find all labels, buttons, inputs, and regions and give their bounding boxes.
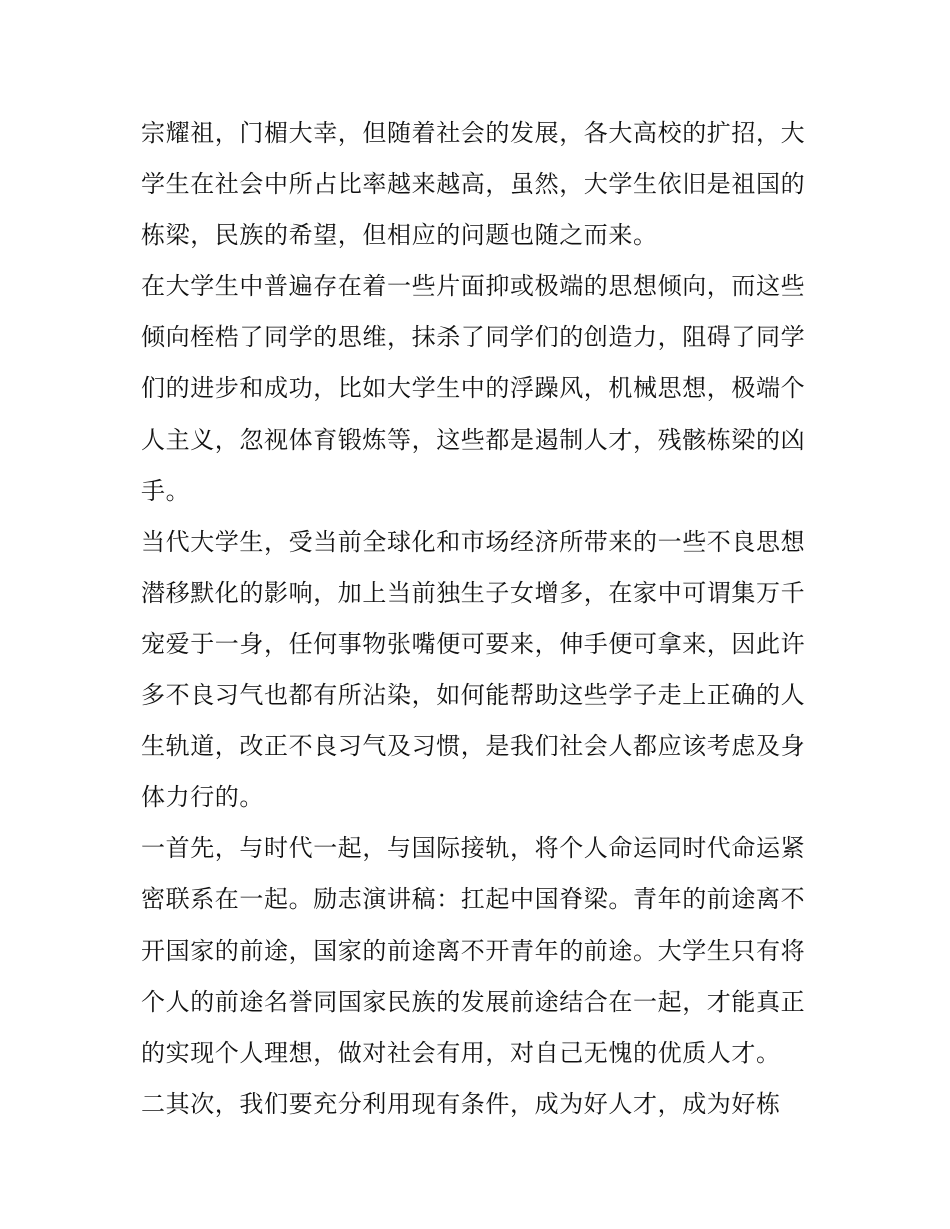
text-line: 多不良习气也都有所沾染，如何能帮助这些学子走上正确的人 (141, 681, 806, 710)
text-line: 二其次，我们要充分利用现有条件，成为好人才，成为好栋 (141, 1089, 781, 1118)
document-body (141, 108, 813, 1130)
text-line: 人主义，忽视体育锻炼等，这些都是遏制人才，残骸栋梁的凶 (141, 425, 806, 454)
text-line: 开国家的前途，国家的前途离不开青年的前途。大学生只有将 (141, 936, 806, 965)
text-line: 学生在社会中所占比率越来越高，虽然，大学生依旧是祖国的 (141, 170, 806, 199)
text-line: 栋梁，民族的希望，但相应的问题也随之而来。 (141, 221, 658, 250)
paragraph (141, 823, 813, 1078)
paragraph (141, 261, 813, 516)
text-line: 个人的前途名誉同国家民族的发展前途结合在一起，才能真正 (141, 987, 806, 1016)
text-line: 一首先，与时代一起，与国际接轨，将个人命运同时代命运紧 (141, 834, 806, 863)
text-line: 生轨道，改正不良习气及习惯，是我们社会人都应该考虑及身 (141, 732, 806, 761)
paragraph (141, 108, 813, 261)
text-line: 手。 (141, 476, 191, 505)
text-line: 密联系在一起。励志演讲稿：扛起中国脊梁。青年的前途离不 (141, 885, 806, 914)
text-line: 倾向桎梏了同学的思维，抹杀了同学们的创造力，阻碍了同学 (141, 323, 806, 352)
text-line: 的实现个人理想，做对社会有用，对自己无愧的优质人才。 (141, 1038, 781, 1067)
text-line: 宠爱于一身，任何事物张嘴便可要来，伸手便可拿来，因此许 (141, 629, 806, 658)
paragraph (141, 1079, 813, 1130)
text-line: 体力行的。 (141, 783, 264, 812)
text-line: 潜移默化的影响，加上当前独生子女增多，在家中可谓集万千 (141, 578, 806, 607)
text-line: 们的进步和成功，比如大学生中的浮躁风，机械思想，极端个 (141, 374, 806, 403)
text-line: 当代大学生，受当前全球化和市场经济所带来的一些不良思想 (141, 527, 806, 556)
paragraph (141, 517, 813, 824)
text-line: 宗耀祖，门楣大幸，但随着社会的发展，各大高校的扩招，大 (141, 119, 806, 147)
text-line: 在大学生中普遍存在着一些片面抑或极端的思想倾向，而这些 (141, 272, 806, 301)
